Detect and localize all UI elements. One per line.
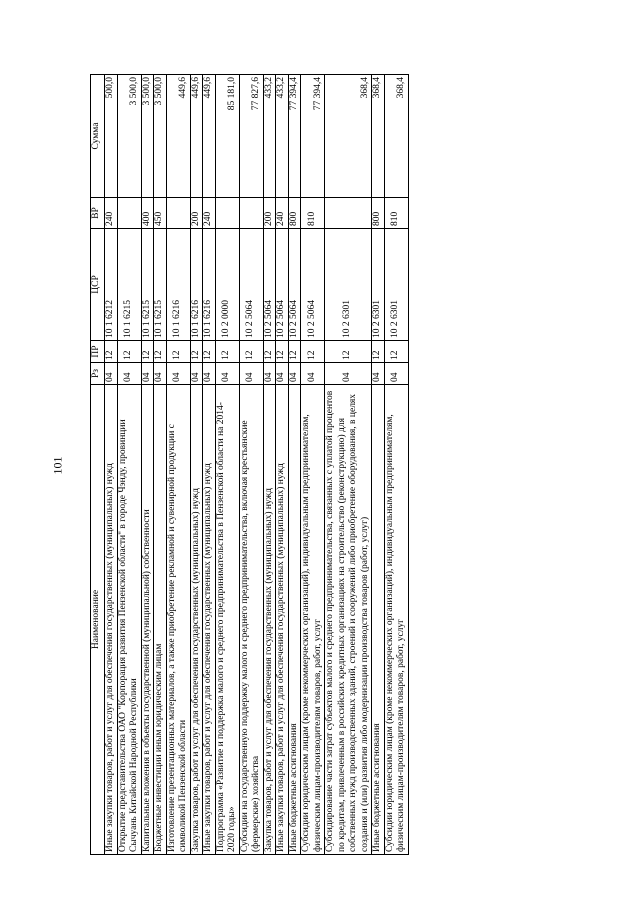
table-header-row: [91, 75, 105, 855]
cell-vr: 800: [372, 198, 385, 229]
cell-sum: 500,0: [105, 75, 118, 198]
cell-rz: 04: [141, 363, 154, 385]
header-rz: Рз: [91, 363, 105, 385]
cell-pr: 12: [215, 341, 239, 363]
header-vr: ВР: [91, 198, 105, 229]
cell-csr: 10 1 6216: [166, 229, 190, 341]
cell-rz: 04: [276, 363, 289, 385]
table-row: [372, 75, 385, 855]
cell-sum: 433,2: [276, 75, 289, 198]
table-row: [190, 75, 203, 855]
header-sum: Сумма: [91, 75, 105, 198]
cell-csr: 10 1 6215: [117, 229, 141, 341]
cell-rz: 04: [154, 363, 167, 385]
table-row: [325, 75, 372, 855]
cell-csr: 10 1 6216: [190, 229, 203, 341]
cell-rz: 04: [372, 363, 385, 385]
cell-csr: 10 2 5064: [239, 229, 263, 341]
cell-name: Субсидии юридическим лицам (кроме некоммерческих организаций), индивидуальным предпринимателям, физическим лицам-производителям товаров, работ, услуг: [384, 385, 408, 855]
cell-csr: 10 1 6216: [203, 229, 216, 341]
cell-sum: 77 827,6: [239, 75, 263, 198]
cell-sum: 449,6: [203, 75, 216, 198]
header-pr: ПР: [91, 341, 105, 363]
cell-pr: 12: [203, 341, 216, 363]
cell-csr: 10 2 5064: [263, 229, 276, 341]
cell-rz: 04: [105, 363, 118, 385]
cell-pr: 12: [190, 341, 203, 363]
cell-vr: 240: [105, 198, 118, 229]
cell-rz: 04: [301, 363, 325, 385]
cell-name: Иные закупки товаров, работ и услуг для обеспечения государственных (муниципальных) нужд: [276, 385, 289, 855]
cell-vr: [239, 198, 263, 229]
cell-csr: 10 1 6215: [141, 229, 154, 341]
cell-vr: 800: [288, 198, 301, 229]
cell-sum: 3 500,0: [141, 75, 154, 198]
cell-sum: 368,4: [384, 75, 408, 198]
cell-vr: [117, 198, 141, 229]
cell-rz: 04: [215, 363, 239, 385]
cell-csr: 10 1 6212: [105, 229, 118, 341]
cell-csr: 10 2 6301: [325, 229, 372, 341]
cell-sum: 77 394,4: [288, 75, 301, 198]
cell-sum: 449,6: [190, 75, 203, 198]
cell-name: Субсидирование части затрат субъектов малого и среднего предпринимательства, связанных с уплатой процентов по кредитам, привлеченным в российских кредитных организациях на строительство (реконструкцию) для собственных нужд производственных зданий, строений и сооружений либо приобретение оборудования, в целях создания и (или) развития либо модернизации производства товаров (работ, услуг): [325, 385, 372, 855]
cell-vr: 240: [203, 198, 216, 229]
table-row: [263, 75, 276, 855]
cell-pr: 12: [384, 341, 408, 363]
cell-name: Изготовление презентационных материалов, а также приобретение рекламной и сувенирной продукции с символикой Пензенской области: [166, 385, 190, 855]
cell-rz: 04: [325, 363, 372, 385]
cell-name: Капитальные вложения в объекты государственной (муниципальной) собственности: [141, 385, 154, 855]
header-name: Наименование: [91, 385, 105, 855]
cell-rz: 04: [384, 363, 408, 385]
cell-vr: 400: [141, 198, 154, 229]
table-row: [105, 75, 118, 855]
page-number: 101: [50, 456, 65, 475]
cell-pr: 12: [288, 341, 301, 363]
cell-vr: 200: [263, 198, 276, 229]
cell-pr: 12: [276, 341, 289, 363]
header-csr: ЦСР: [91, 229, 105, 341]
cell-vr: 810: [384, 198, 408, 229]
table-row: [276, 75, 289, 855]
cell-rz: 04: [166, 363, 190, 385]
cell-name: Иные закупки товаров, работ и услуг для обеспечения государственных (муниципальных) нужд: [203, 385, 216, 855]
cell-pr: 12: [372, 341, 385, 363]
cell-name: Бюджетные инвестиции иным юридическим лицам: [154, 385, 167, 855]
table-row: [141, 75, 154, 855]
cell-pr: 12: [301, 341, 325, 363]
cell-vr: 200: [190, 198, 203, 229]
cell-rz: 04: [203, 363, 216, 385]
cell-pr: 12: [141, 341, 154, 363]
table-row: [288, 75, 301, 855]
cell-csr: 10 2 6301: [384, 229, 408, 341]
cell-rz: 04: [239, 363, 263, 385]
cell-vr: [166, 198, 190, 229]
cell-vr: 450: [154, 198, 167, 229]
table-row: [154, 75, 167, 855]
cell-name: Иные закупки товаров, работ и услуг для обеспечения государственных (муниципальных) нужд: [105, 385, 118, 855]
cell-pr: 12: [154, 341, 167, 363]
cell-pr: 12: [239, 341, 263, 363]
cell-name: Закупка товаров, работ и услуг для обеспечения государственных (муниципальных) нужд: [263, 385, 276, 855]
table-row: [384, 75, 408, 855]
table-row: [239, 75, 263, 855]
cell-pr: 12: [117, 341, 141, 363]
cell-name: Субсидии юридическим лицам (кроме некоммерческих организаций), индивидуальным предпринимателям, физическим лицам-производителям товаров, работ, услуг: [301, 385, 325, 855]
cell-vr: [215, 198, 239, 229]
cell-name: Иные бюджетные ассигнования: [372, 385, 385, 855]
cell-sum: 368,4: [372, 75, 385, 198]
cell-vr: [325, 198, 372, 229]
cell-name: Открытие представительства ОАО "Корпорация развития Пензенской области" в городе Чэнду, провинции Сычуань Китайской Народной Республики: [117, 385, 141, 855]
cell-rz: 04: [263, 363, 276, 385]
cell-csr: 10 2 6301: [372, 229, 385, 341]
cell-sum: 368,4: [325, 75, 372, 198]
budget-table-container: [90, 75, 550, 855]
cell-sum: 3 500,0: [154, 75, 167, 198]
cell-rz: 04: [190, 363, 203, 385]
cell-vr: 240: [276, 198, 289, 229]
cell-rz: 04: [288, 363, 301, 385]
cell-pr: 12: [263, 341, 276, 363]
cell-name: Иные бюджетные ассигнования: [288, 385, 301, 855]
cell-sum: 449,6: [166, 75, 190, 198]
cell-csr: 10 2 5064: [276, 229, 289, 341]
cell-sum: 85 181,0: [215, 75, 239, 198]
cell-csr: 10 1 6215: [154, 229, 167, 341]
cell-csr: 10 2 5064: [301, 229, 325, 341]
budget-table: [90, 74, 409, 855]
cell-name: Закупка товаров, работ и услуг для обеспечения государственных (муниципальных) нужд: [190, 385, 203, 855]
cell-name: Субсидии на государственную поддержку малого и среднего предпринимательства, включая крестьянские (фермерские) хозяйства: [239, 385, 263, 855]
cell-sum: 77 394,4: [301, 75, 325, 198]
cell-pr: 12: [166, 341, 190, 363]
table-row: [301, 75, 325, 855]
cell-sum: 433,2: [263, 75, 276, 198]
table-row: [203, 75, 216, 855]
cell-rz: 04: [117, 363, 141, 385]
cell-csr: 10 2 0000: [215, 229, 239, 341]
cell-sum: 3 500,0: [117, 75, 141, 198]
table-row: [215, 75, 239, 855]
table-row: [117, 75, 141, 855]
cell-pr: 12: [325, 341, 372, 363]
cell-pr: 12: [105, 341, 118, 363]
cell-csr: 10 2 5064: [288, 229, 301, 341]
table-row: [166, 75, 190, 855]
cell-vr: 810: [301, 198, 325, 229]
cell-name: Подпрограмма «Развитие и поддержка малого и среднего предпринимательства в Пензенской области на 2014-2020 годы»: [215, 385, 239, 855]
